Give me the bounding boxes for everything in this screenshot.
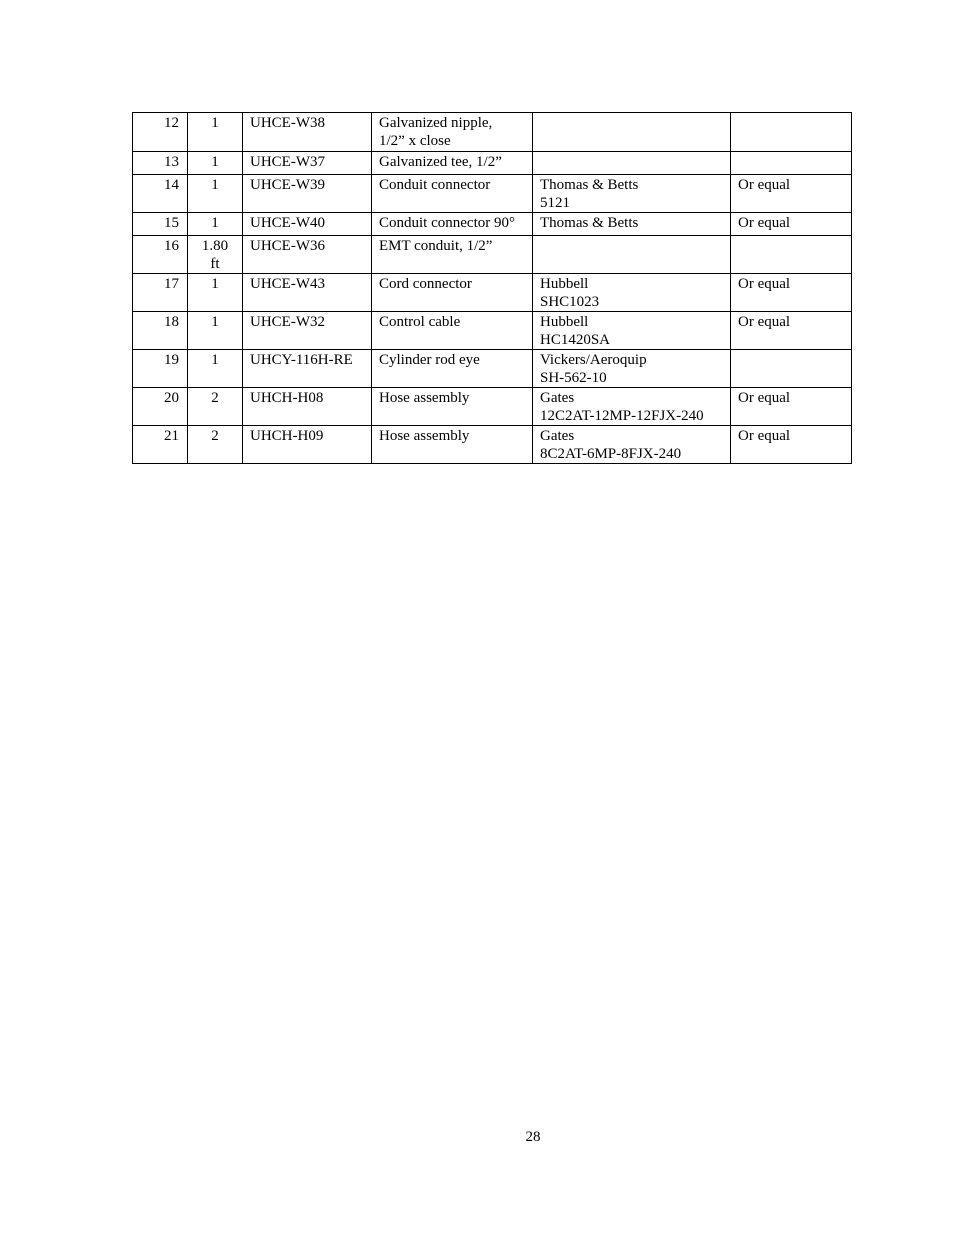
item-number-cell: 18	[133, 312, 188, 350]
item-number-cell: 13	[133, 152, 188, 175]
description-cell: Control cable	[372, 312, 533, 350]
description-cell: Cord connector	[372, 274, 533, 312]
item-number-cell: 15	[133, 213, 188, 236]
note-cell	[731, 350, 852, 388]
description-cell: Conduit connector 90°	[372, 213, 533, 236]
quantity-cell: 1.80 ft	[188, 236, 243, 274]
note-cell	[731, 236, 852, 274]
quantity-cell: 1	[188, 175, 243, 213]
quantity-cell: 1	[188, 350, 243, 388]
table-row	[133, 236, 852, 274]
quantity-cell: 1	[188, 274, 243, 312]
vendor-cell: Vickers/Aeroquip SH-562-10	[533, 350, 731, 388]
part-number-cell: UHCE-W36	[243, 236, 372, 274]
part-number-cell: UHCE-W39	[243, 175, 372, 213]
item-number-cell: 20	[133, 388, 188, 426]
table-row	[133, 175, 852, 213]
part-number-cell: UHCY-116H-RE	[243, 350, 372, 388]
table-row	[133, 213, 852, 236]
parts-table-body	[133, 113, 852, 464]
item-number-cell: 16	[133, 236, 188, 274]
vendor-cell: Gates 8C2AT-6MP-8FJX-240	[533, 426, 731, 464]
part-number-cell: UHCE-W40	[243, 213, 372, 236]
table-row	[133, 388, 852, 426]
vendor-cell: Gates 12C2AT-12MP-12FJX-240	[533, 388, 731, 426]
table-row	[133, 426, 852, 464]
note-cell: Or equal	[731, 426, 852, 464]
vendor-cell: Thomas & Betts	[533, 213, 731, 236]
item-number-cell: 12	[133, 113, 188, 152]
table-row	[133, 312, 852, 350]
quantity-cell: 1	[188, 113, 243, 152]
item-number-cell: 21	[133, 426, 188, 464]
table-row	[133, 113, 852, 152]
quantity-cell: 1	[188, 213, 243, 236]
vendor-cell	[533, 236, 731, 274]
quantity-cell: 2	[188, 388, 243, 426]
description-cell: Conduit connector	[372, 175, 533, 213]
vendor-cell	[533, 152, 731, 175]
page-number: 28	[525, 1129, 541, 1145]
table-row	[133, 152, 852, 175]
quantity-cell: 1	[188, 312, 243, 350]
item-number-cell: 19	[133, 350, 188, 388]
description-cell: Cylinder rod eye	[372, 350, 533, 388]
part-number-cell: UHCE-W37	[243, 152, 372, 175]
vendor-cell: Hubbell SHC1023	[533, 274, 731, 312]
quantity-cell: 2	[188, 426, 243, 464]
note-cell: Or equal	[731, 175, 852, 213]
note-cell: Or equal	[731, 213, 852, 236]
description-cell: EMT conduit, 1/2”	[372, 236, 533, 274]
note-cell	[731, 113, 852, 152]
description-cell: Galvanized nipple, 1/2” x close	[372, 113, 533, 152]
part-number-cell: UHCE-W38	[243, 113, 372, 152]
description-cell: Galvanized tee, 1/2”	[372, 152, 533, 175]
vendor-cell: Hubbell HC1420SA	[533, 312, 731, 350]
part-number-cell: UHCE-W43	[243, 274, 372, 312]
part-number-cell: UHCH-H09	[243, 426, 372, 464]
table-row	[133, 274, 852, 312]
table-row	[133, 350, 852, 388]
parts-table	[132, 112, 852, 464]
description-cell: Hose assembly	[372, 426, 533, 464]
quantity-cell: 1	[188, 152, 243, 175]
note-cell	[731, 152, 852, 175]
vendor-cell: Thomas & Betts 5121	[533, 175, 731, 213]
vendor-cell	[533, 113, 731, 152]
item-number-cell: 17	[133, 274, 188, 312]
note-cell: Or equal	[731, 274, 852, 312]
description-cell: Hose assembly	[372, 388, 533, 426]
note-cell: Or equal	[731, 312, 852, 350]
note-cell: Or equal	[731, 388, 852, 426]
part-number-cell: UHCH-H08	[243, 388, 372, 426]
item-number-cell: 14	[133, 175, 188, 213]
part-number-cell: UHCE-W32	[243, 312, 372, 350]
